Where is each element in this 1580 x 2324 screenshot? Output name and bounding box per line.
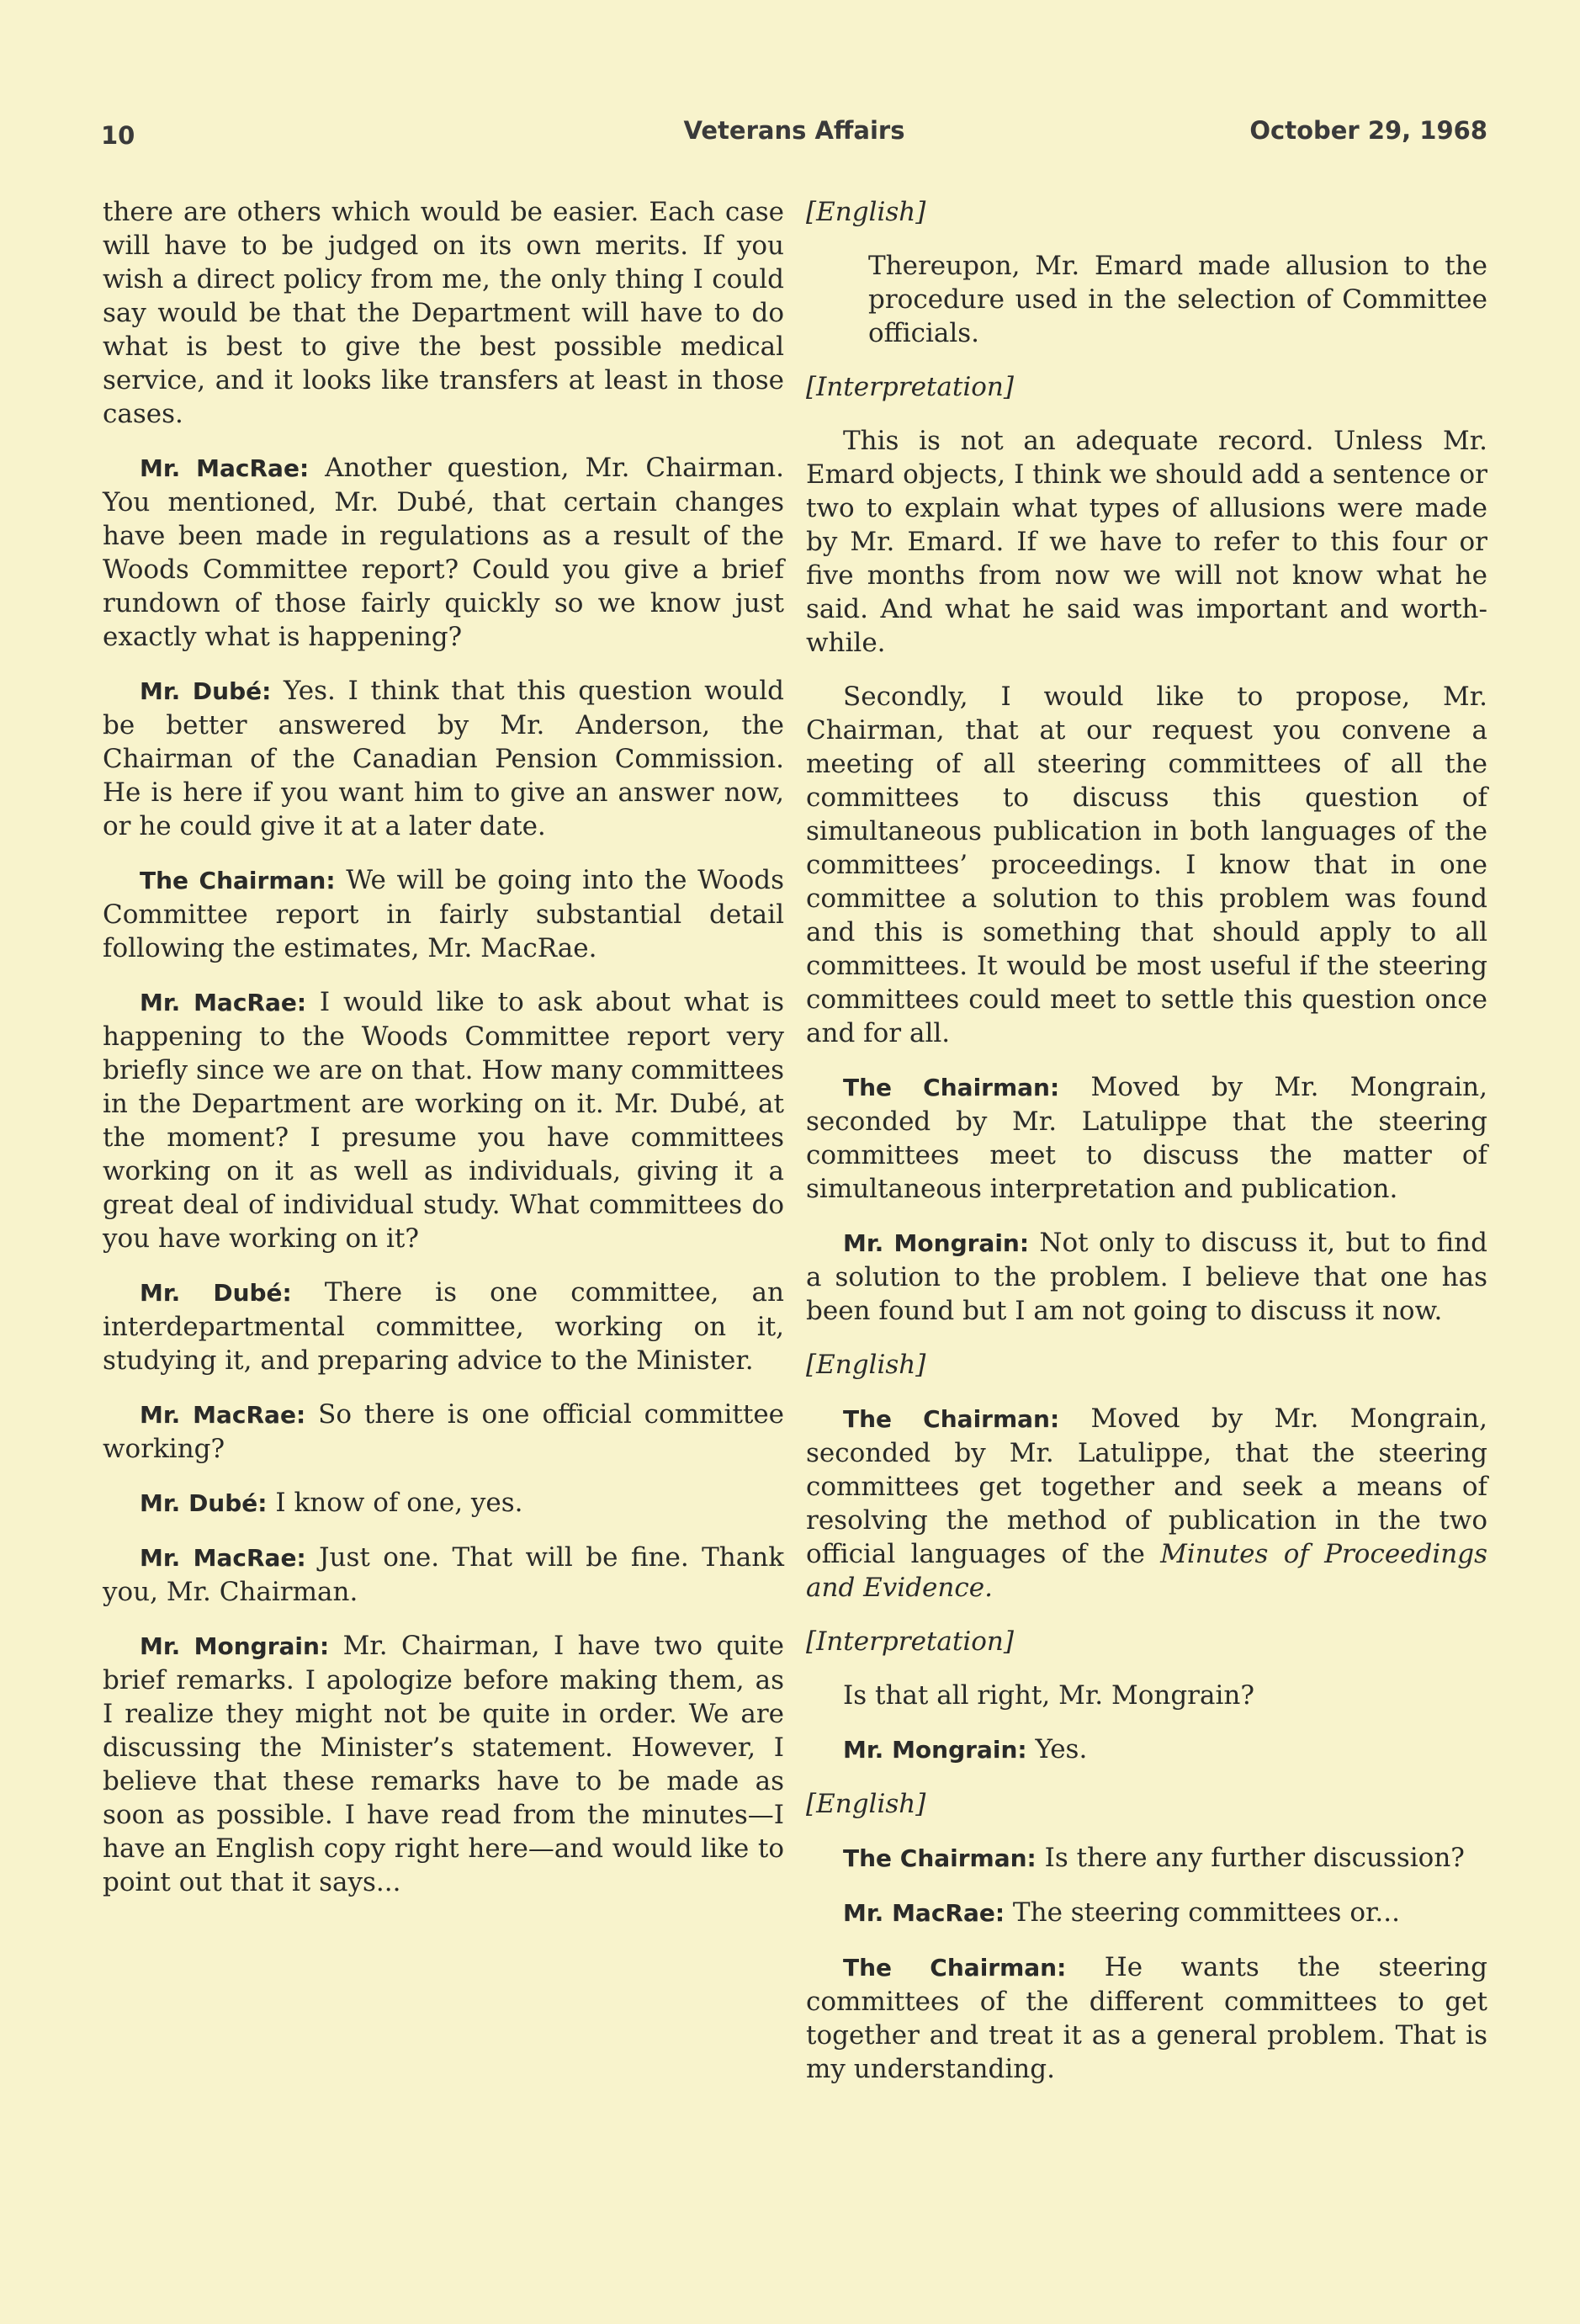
language-marker: [Interpretation]	[806, 372, 1014, 402]
speaker-name: Mr. MacRae:	[843, 1899, 1005, 1927]
speaker-name: Mr. Dubé:	[140, 677, 272, 705]
left-column	[103, 195, 784, 1919]
right-column	[806, 195, 1487, 2106]
speech-text: Not only to discuss it, but to find a solution to the problem. I believe that one has been found but I am not going to discuss it now.	[806, 1228, 1487, 1326]
speaker-name: Mr. Mongrain:	[843, 1736, 1027, 1764]
speech-paragraph	[806, 1950, 1487, 2086]
procedural-note: Thereupon, Mr. Emard made allusion to the procedure used in the selection of Committee officials.	[868, 251, 1487, 348]
speaker-name: The Chairman:	[140, 867, 336, 894]
speech-text: There is one committee, an interdepartmental committee, working on it, studying it, and preparing advice to the Minister.	[103, 1277, 784, 1376]
speech-paragraph	[806, 1070, 1487, 1206]
speaker-name: The Chairman:	[843, 1844, 1037, 1872]
speech-text: He wants the steering committees of the different committees to get together and treat it as a general problem. That is my understanding.	[806, 1952, 1487, 2084]
running-title: Veterans Affairs	[683, 116, 905, 145]
language-marker: [English]	[806, 197, 926, 227]
speaker-name: Mr. MacRae:	[140, 1544, 306, 1572]
speech-text: I know of one, yes.	[275, 1488, 523, 1518]
speech-text: Just one. That will be fine. Thank you, Mr. Chairman.	[103, 1542, 785, 1607]
paragraph: Secondly, I would like to propose, Mr. Chairman, that at our request you convene a meeting of all steering committees of all the committees to discuss this question of simultaneous publication in both languages of the committees’ proceedings. I know that in one committee a solution to this problem was found and this is something that should apply to all committees. It would be most useful if the steering committees could meet to settle this question once and for all.	[806, 682, 1487, 1048]
speaker-name: Mr. MacRae:	[140, 454, 310, 482]
speaker-name: Mr. Mongrain:	[140, 1632, 330, 1660]
speech-paragraph	[103, 451, 784, 654]
speaker-name: The Chairman:	[843, 1405, 1060, 1433]
speech-text: Moved by Mr. Mongrain, seconded by Mr. Latulippe that the steering committees meet to discuss the matter of simultaneous interpretation and publication.	[806, 1072, 1487, 1204]
speech-paragraph	[103, 674, 784, 843]
speaker-name: The Chairman:	[843, 1954, 1067, 1982]
speech-text: Moved by Mr. Mongrain, seconded by Mr. Latulippe, that the steering committees get together and seek a means of resolving the method of publication in the two official languages of the	[806, 1403, 1487, 1569]
speaker-name: The Chairman:	[843, 1074, 1060, 1101]
speech-text: Yes. I think that this question would be better answered by Mr. Anderson, the Chairman of the Canadian Pension Commission. He is here if you want him to give an answer now, or he could give it at a later date.	[103, 676, 784, 841]
paragraph: This is not an adequate record. Unless Mr. Emard objects, I think we should add a sentence or two to explain what types of allusions were made by Mr. Emard. If we have to refer to this four or five months from now we will not know what he said. And what he said was important and worth-while.	[806, 426, 1487, 658]
speaker-name: Mr. Dubé:	[140, 1279, 292, 1307]
speech-text: I would like to ask about what is happening to the Woods Committee report very briefly since we are on that. How many committees in the Department are working on it. Mr. Dubé, at the moment? I presume you have committees working on it as well as individuals, giving it a great deal of individual study. What committees do you have working on it?	[103, 987, 784, 1254]
page-header	[101, 116, 1487, 158]
speech-paragraph	[806, 1226, 1487, 1328]
speech-text: Is there any further discussion?	[1044, 1843, 1465, 1873]
paragraph	[103, 195, 784, 431]
paragraph: Is that all right, Mr. Mongrain?	[843, 1680, 1254, 1711]
speech-text: We will be going into the Woods Committee report in fairly substantial detail following the estimates, Mr. MacRae.	[103, 865, 784, 963]
language-marker: [English]	[806, 1350, 926, 1380]
speech-paragraph	[103, 1541, 784, 1609]
speech-text: Yes.	[1035, 1734, 1088, 1764]
speech-paragraph	[806, 1841, 1487, 1876]
speech-paragraph	[103, 863, 784, 965]
speaker-name: Mr. Mongrain:	[843, 1229, 1030, 1257]
language-marker: [Interpretation]	[806, 1626, 1014, 1657]
speech-paragraph	[103, 985, 784, 1255]
language-marker: [English]	[806, 1789, 926, 1819]
speaker-name: Mr. MacRae:	[140, 989, 307, 1016]
speech-paragraph	[103, 1629, 784, 1899]
speech-text: So there is one official committee working?	[103, 1399, 785, 1464]
paragraph-text: there are others which would be easier. Each case will have to be judged on its own merits. If you wish a direct policy from me, the only thing I could say would be that the Department will have to do what is best to give the best possible medical service, and it looks like transfers at least in those cases.	[103, 197, 784, 429]
speech-text: Another question, Mr. Chairman. You mentioned, Mr. Dubé, that certain changes have been made in regulations as a result of the Woods Committee report? Could you give a brief rundown of those fairly quickly so we know just exactly what is happening?	[103, 453, 784, 652]
header-date: October 29, 1968	[1249, 116, 1487, 145]
speech-paragraph	[806, 1402, 1487, 1605]
speaker-name: Mr. MacRae:	[140, 1401, 306, 1429]
speech-paragraph	[806, 1732, 1487, 1767]
speech-text: Mr. Chairman, I have two quite brief remarks. I apologize before making them, as I realize they might not be quite in order. We are discussing the Minister’s statement. However, I believe that these remarks have to be made as soon as possible. I have read from the minutes—I have an English copy right here—and would like to point out that it says...	[103, 1631, 784, 1897]
speech-text: The steering committees or...	[1012, 1897, 1400, 1928]
publication-title: Minutes of Proceedings and Evidence.	[806, 1539, 1487, 1603]
speech-paragraph	[103, 1486, 784, 1520]
speaker-name: Mr. Dubé:	[140, 1489, 268, 1517]
speech-paragraph	[806, 1896, 1487, 1930]
speech-paragraph	[103, 1276, 784, 1377]
speech-paragraph	[103, 1398, 784, 1466]
page-number: 10	[101, 121, 135, 150]
